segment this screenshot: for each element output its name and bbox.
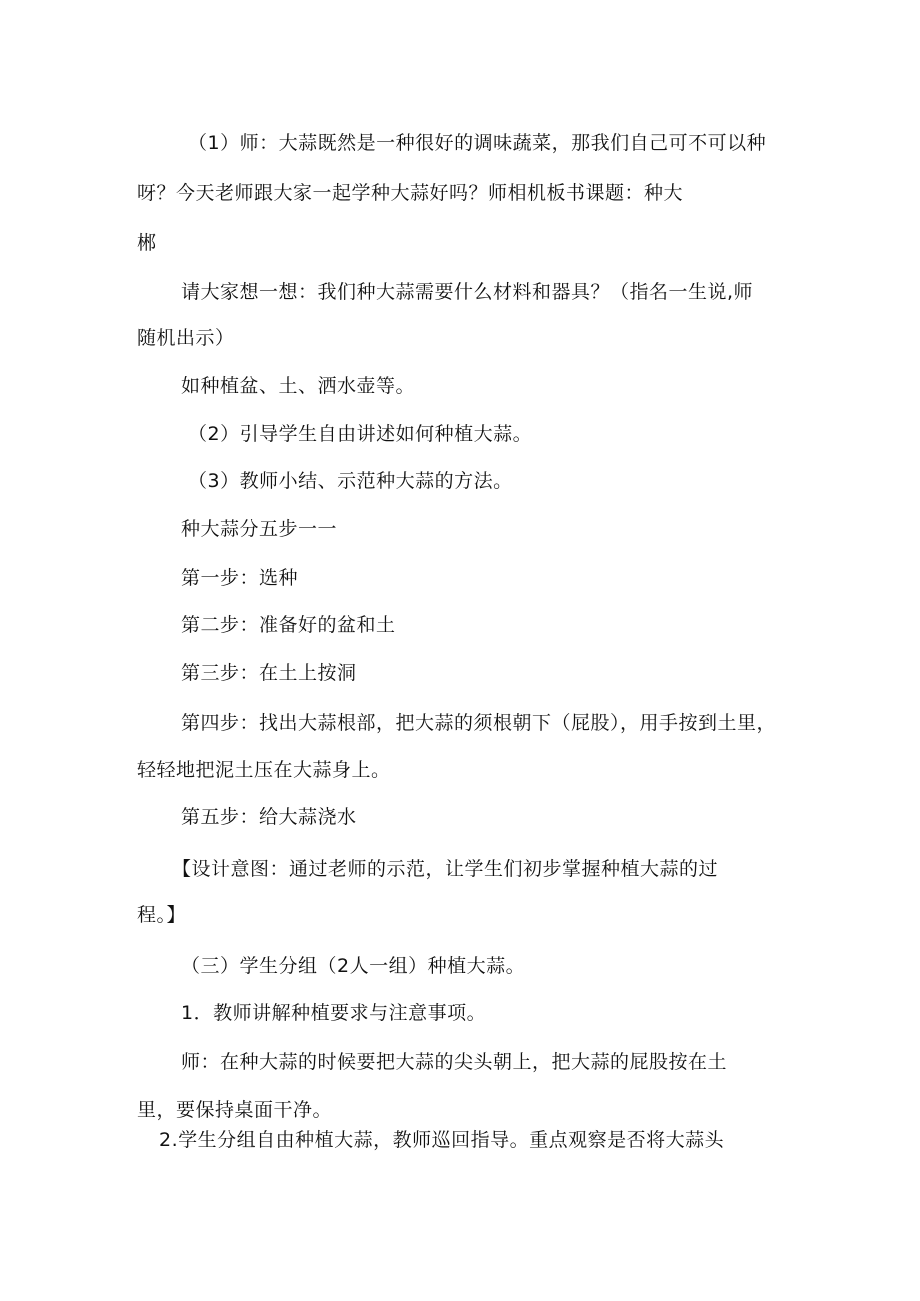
paragraph-line: 呀？今天老师跟大家一起学种大蒜好吗？师相机板书课题：种大 [137, 182, 684, 204]
paragraph-line: 如种植盆、土、洒水壶等。 [181, 375, 416, 397]
paragraph-line: 里，要保持桌面干净。 [137, 1099, 333, 1121]
paragraph-line: （3）教师小结、示范种大蒜的方法。 [188, 470, 513, 492]
paragraph-line: 种大蒜分五步一一 [181, 518, 338, 540]
paragraph-line: 师：在种大蒜的时候要把大蒜的尖头朝上，把大蒜的屁股按在土 [181, 1051, 728, 1073]
paragraph-line: 轻轻地把泥土压在大蒜身上。 [137, 759, 391, 781]
paragraph-line: 第五步：给大蒜浇水 [181, 806, 357, 828]
paragraph-line: 第四步：找出大蒜根部，把大蒜的须根朝下（屁股），用手按到土里， [181, 712, 777, 734]
paragraph-line: 程。】 [137, 904, 187, 926]
paragraph-line: 2.学生分组自由种植大蒜，教师巡回指导。重点观察是否将大蒜头 [159, 1129, 725, 1151]
paragraph-line: 第二步：准备好的盆和土 [181, 614, 396, 636]
paragraph-line: （2）引导学生自由讲述如何种植大蒜。 [188, 423, 533, 445]
paragraph-line: 1．教师讲解种植要求与注意事项。 [181, 1002, 487, 1024]
paragraph-line: 第一步：选种 [181, 567, 299, 589]
paragraph-line: 请大家想一想：我们种大蒜需要什么材料和器具？（指名一生说,师 [181, 281, 754, 303]
paragraph-line: （1）师：大蒜既然是一种很好的调味蔬菜，那我们自己可不可以种 [188, 132, 767, 154]
paragraph-line: 【设计意图：通过老师的示范，让学生们初步掌握种植大蒜的过 [172, 858, 719, 880]
paragraph-line: 郴 [137, 232, 157, 254]
paragraph-line: 第三步：在土上按洞 [181, 662, 357, 684]
paragraph-line: （三）学生分组（2人一组）种植大蒜。 [181, 955, 526, 977]
paragraph-line: 随机出示） [137, 327, 235, 349]
